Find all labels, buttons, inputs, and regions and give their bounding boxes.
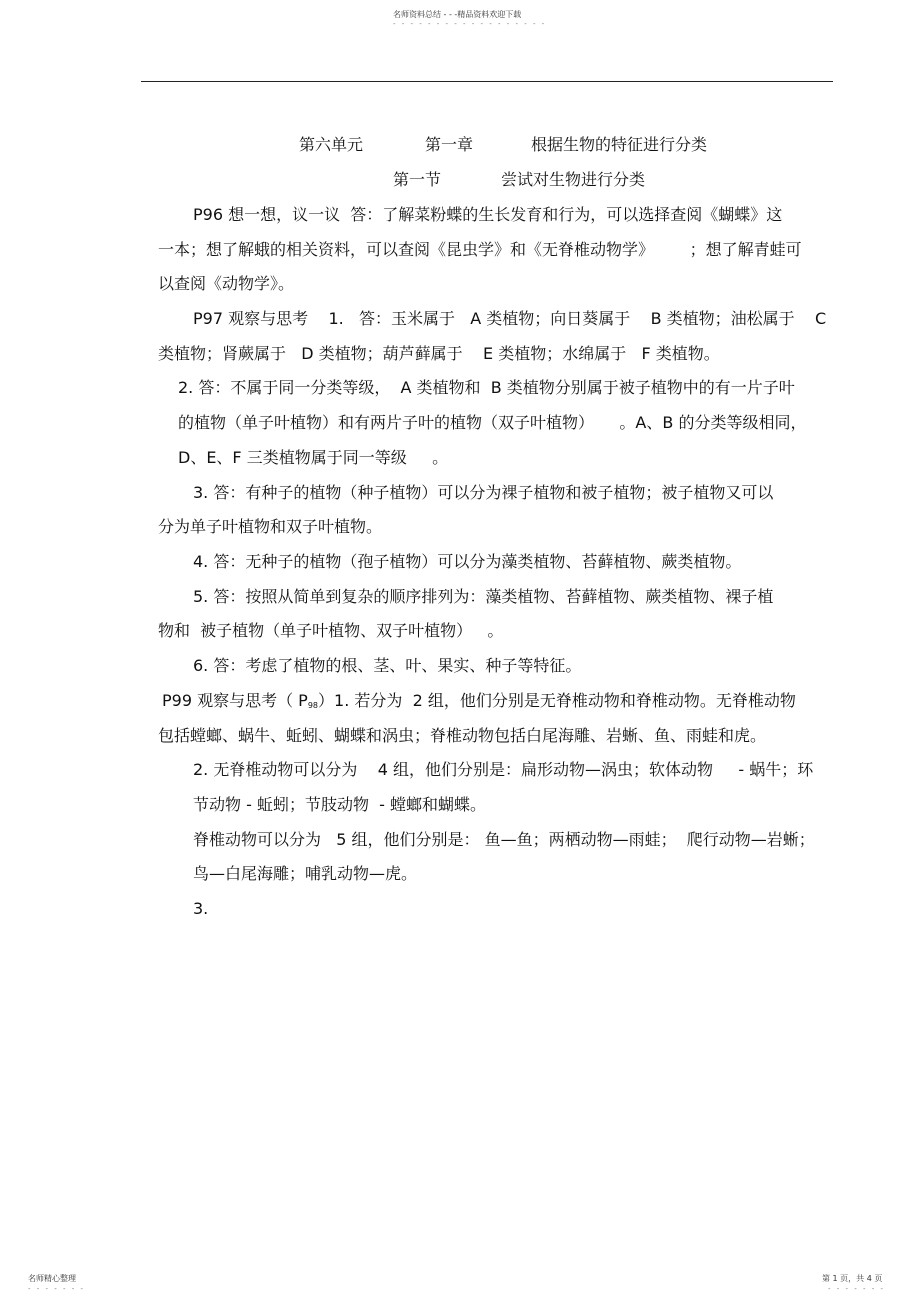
body-line: 节动物 - 蚯蚓；节肢动物 - 螳螂和蝴蝶。 [193, 795, 486, 814]
header-dots: - - - - - - - - - - - - - - - - - - [393, 20, 547, 28]
header-rule [141, 81, 833, 82]
body-line: 2. 无脊椎动物可以分为 4 组，他们分别是：扁形动物—涡虫；软体动物 - 蜗牛；环 [193, 760, 814, 779]
body-line: 以查阅《动物学》。 [158, 274, 295, 293]
body-line: 一本；想了解蛾的相关资料，可以查阅《昆虫学》和《无脊椎动物学》 ；想了解青蛙可 [158, 240, 802, 259]
body-line: 脊椎动物可以分为 5 组，他们分别是： 鱼—鱼；两栖动物—雨蛙； 爬行动物—岩蜥； [193, 830, 815, 849]
footer-left: 名师精心整理 [28, 1274, 76, 1283]
body-line: 类植物；肾蕨属于 D 类植物；葫芦藓属于 E 类植物；水绵属于 F 类植物。 [158, 344, 720, 363]
body-line: 5. 答：按照从简单到复杂的顺序排列为：藻类植物、苔藓植物、蕨类植物、裸子植 [193, 587, 774, 606]
body-line: 6. 答：考虑了植物的根、茎、叶、果实、种子等特征。 [193, 656, 582, 675]
body-line-p99 [162, 691, 796, 716]
title-chapter-name: 根据生物的特征进行分类 [531, 135, 708, 154]
body-line: 鸟—白尾海雕；哺乳动物—虎。 [193, 864, 418, 883]
footer-page: 第 1 页，共 4 页 [822, 1274, 883, 1283]
title-unit: 第六单元 [299, 135, 364, 154]
body-line: 物和 被子植物（单子叶植物、双子叶植物） 。 [158, 621, 504, 640]
body-line: 包括螳螂、蜗牛、蚯蚓、蝴蝶和涡虫；脊椎动物包括白尾海雕、岩蜥、鱼、雨蛙和虎。 [158, 726, 767, 745]
body-line: 4. 答：无种子的植物（孢子植物）可以分为藻类植物、苔藓植物、蕨类植物。 [193, 552, 742, 571]
footer-left-dots: - - - - - - - [28, 1285, 86, 1293]
p99-close: ） [318, 691, 335, 710]
body-line: P97 观察与思考 1. 答：玉米属于 A 类植物；向日葵属于 B 类植物；油松属于 C [193, 309, 827, 328]
title-section: 第一节 [393, 170, 442, 189]
footer-right-dots: - - - - - - - [828, 1285, 886, 1293]
p99-subscript: 98 [307, 701, 319, 710]
title-section-name: 尝试对生物进行分类 [501, 170, 646, 189]
body-line: 分为单子叶植物和双子叶植物。 [158, 517, 383, 536]
p99-prefix: P99 观察与思考（ P [162, 691, 308, 710]
header-note: 名师资料总结 - - -精品资料欢迎下载 [393, 10, 522, 19]
title-chapter: 第一章 [425, 135, 474, 154]
body-line: 3. [193, 899, 209, 918]
body-line: 2. 答：不属于同一分类等级， A 类植物和 B 类植物分别属于被子植物中的有一片子叶 [178, 378, 795, 397]
body-line: 的植物（单子叶植物）和有两片子叶的植物（双子叶植物） 。A、B 的分类等级相同， [178, 413, 807, 432]
body-line: D、E、F 三类植物属于同一等级 。 [178, 448, 449, 467]
p99-text: 1. 若分为 2 组，他们分别是无脊椎动物和脊椎动物。无脊椎动物 [334, 691, 796, 710]
body-line: P96 想一想，议一议 答：了解菜粉蝶的生长发育和行为，可以选择查阅《蝴蝶》这 [193, 205, 783, 224]
body-line: 3. 答：有种子的植物（种子植物）可以分为裸子植物和被子植物；被子植物又可以 [193, 483, 774, 502]
